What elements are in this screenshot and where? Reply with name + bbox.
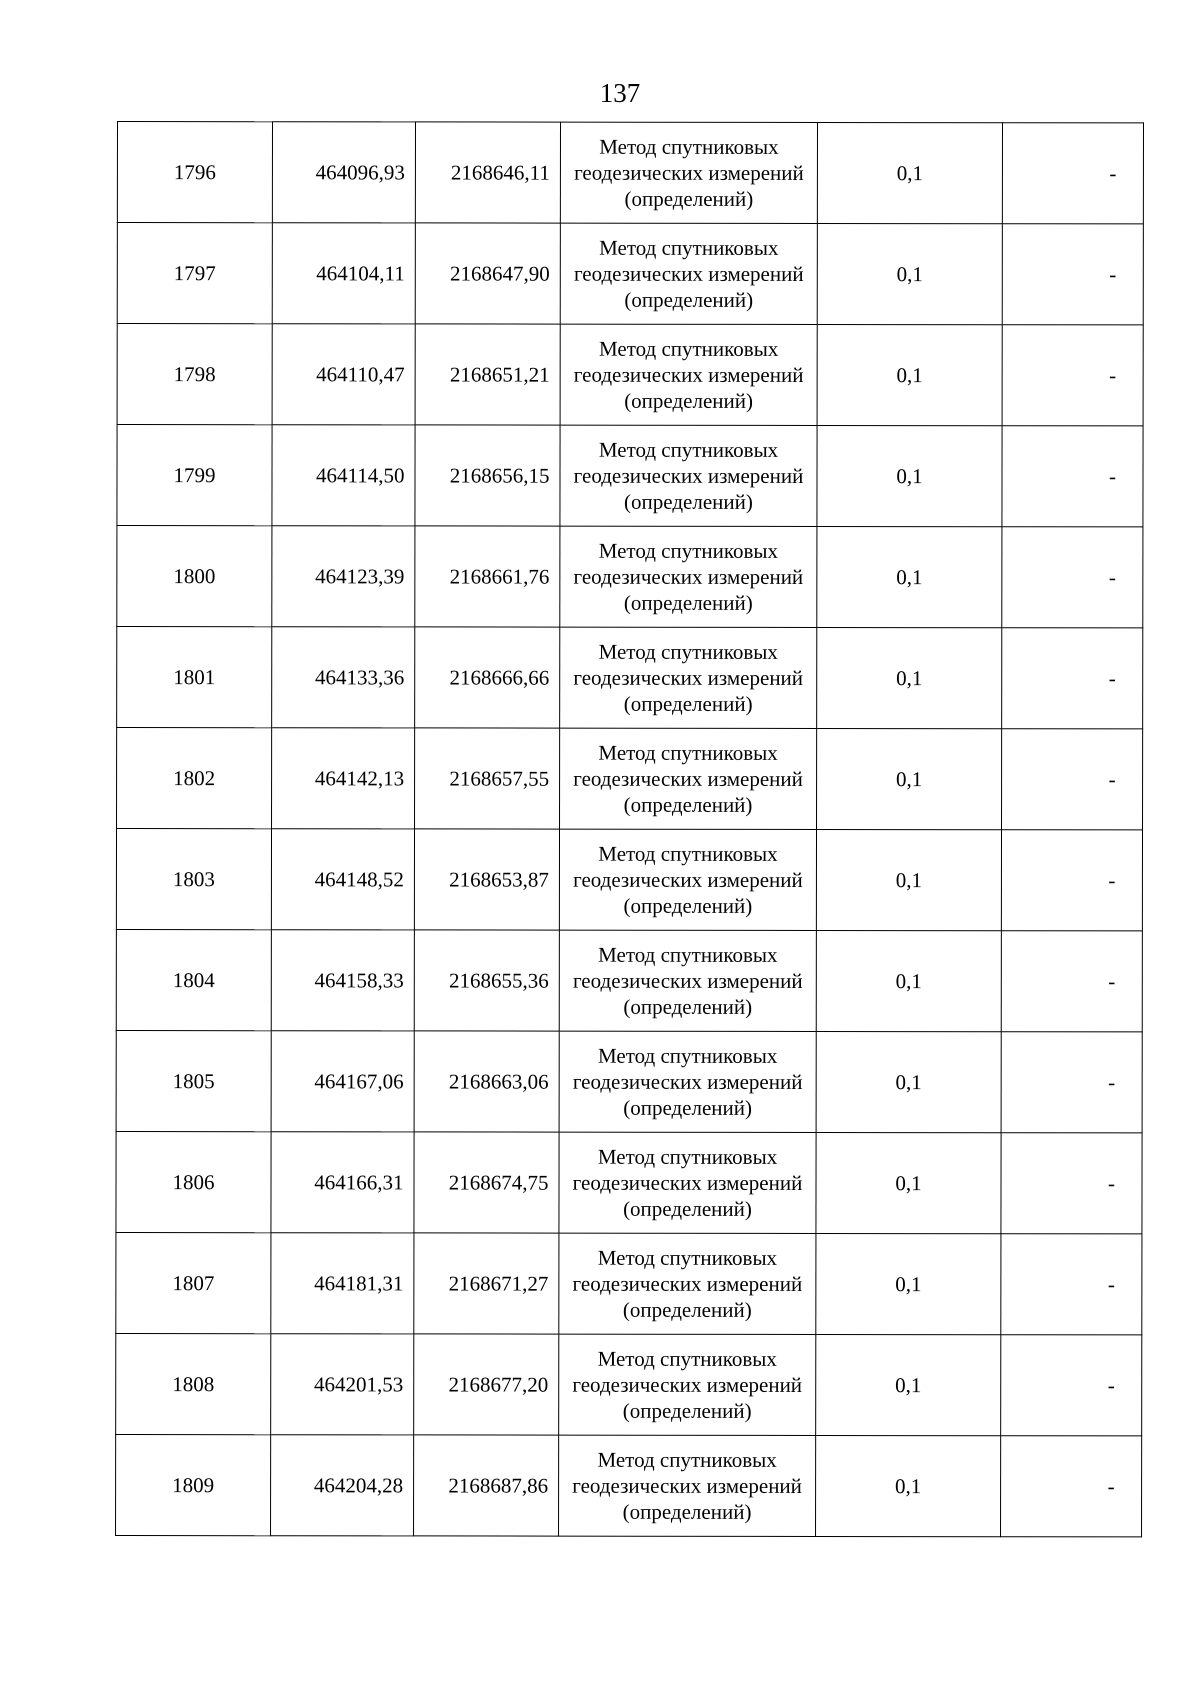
x-coordinate-cell: 464148,52 — [271, 829, 414, 930]
accuracy-cell: 0,1 — [817, 122, 1002, 223]
accuracy-cell: 0,1 — [817, 627, 1002, 728]
point-number-cell: 1804 — [116, 929, 271, 1030]
point-number-cell: 1807 — [116, 1232, 271, 1333]
method-line: Метод спутниковых — [597, 1245, 778, 1270]
method-cell — [560, 425, 817, 526]
y-coordinate-cell: 2168663,06 — [414, 1031, 559, 1132]
method-line: геодезических измерений — [573, 867, 803, 892]
method-cell — [560, 324, 817, 425]
table-row — [117, 627, 1143, 729]
note-cell: - — [1001, 1335, 1142, 1436]
method-line: Метод спутниковых — [598, 336, 779, 361]
accuracy-cell: 0,1 — [817, 223, 1002, 324]
method-cell — [560, 223, 817, 324]
note-cell: - — [1002, 224, 1143, 325]
method-line: геодезических измерений — [572, 1069, 803, 1094]
method-line: геодезических измерений — [572, 968, 803, 993]
method-line: (определений) — [623, 590, 753, 615]
table-row — [117, 526, 1143, 628]
method-line: Метод спутниковых — [597, 1144, 778, 1169]
method-cell — [559, 1132, 816, 1233]
table-row — [116, 1030, 1142, 1132]
y-coordinate-cell: 2168657,55 — [415, 728, 560, 829]
method-line: Метод спутниковых — [598, 639, 778, 664]
method-line: Метод спутниковых — [599, 235, 779, 260]
method-line: (определений) — [624, 186, 754, 211]
method-cell — [560, 627, 817, 728]
note-cell: - — [1002, 628, 1143, 729]
method-line: (определений) — [623, 792, 753, 817]
note-cell: - — [1001, 1234, 1142, 1335]
note-cell: - — [1001, 1032, 1142, 1133]
page-number: 137 — [599, 78, 641, 108]
method-line: геодезических измерений — [573, 766, 803, 791]
y-coordinate-cell: 2168674,75 — [414, 1132, 559, 1233]
y-coordinate-cell: 2168687,86 — [414, 1435, 559, 1536]
method-cell — [559, 1334, 816, 1435]
y-coordinate-cell: 2168655,36 — [414, 930, 559, 1031]
method-line: Метод спутниковых — [598, 1043, 778, 1068]
table-row — [117, 122, 1143, 224]
accuracy-cell: 0,1 — [817, 324, 1002, 425]
point-number-cell: 1797 — [117, 223, 272, 324]
method-line: (определений) — [623, 994, 753, 1019]
y-coordinate-cell: 2168656,15 — [415, 425, 560, 526]
method-line: геодезических измерений — [572, 1170, 803, 1195]
method-line: (определений) — [623, 1095, 753, 1120]
note-cell: - — [1002, 123, 1143, 224]
method-line: (определений) — [622, 1297, 752, 1322]
method-line: Метод спутниковых — [597, 1346, 777, 1371]
method-line: Метод спутниковых — [598, 437, 779, 462]
x-coordinate-cell: 464110,47 — [272, 324, 415, 425]
point-number-cell: 1796 — [117, 122, 272, 223]
method-line: Метод спутниковых — [597, 1447, 777, 1472]
method-line: Метод спутниковых — [598, 740, 778, 765]
accuracy-cell: 0,1 — [817, 425, 1002, 526]
x-coordinate-cell: 464204,28 — [271, 1435, 414, 1536]
point-number-cell: 1803 — [116, 829, 271, 930]
x-coordinate-cell: 464133,36 — [272, 627, 415, 728]
note-cell: - — [1001, 830, 1142, 931]
point-number-cell: 1806 — [116, 1131, 271, 1232]
point-number-cell: 1798 — [117, 324, 272, 425]
note-cell: - — [1002, 527, 1143, 628]
y-coordinate-cell: 2168666,66 — [415, 627, 560, 728]
method-line: Метод спутниковых — [598, 942, 778, 967]
y-coordinate-cell: 2168671,27 — [414, 1233, 559, 1334]
y-coordinate-cell: 2168646,11 — [415, 122, 560, 223]
y-coordinate-cell: 2168677,20 — [414, 1334, 559, 1435]
method-cell — [560, 122, 817, 223]
method-line: геодезических измерений — [573, 362, 804, 387]
method-line: (определений) — [624, 388, 754, 413]
method-line: (определений) — [624, 489, 753, 514]
point-number-cell: 1802 — [117, 728, 272, 829]
table-row — [117, 728, 1143, 830]
method-line: геодезических измерений — [573, 261, 804, 286]
x-coordinate-cell: 464104,11 — [272, 223, 415, 324]
method-line: (определений) — [622, 1499, 752, 1524]
x-coordinate-cell: 464166,31 — [271, 1132, 414, 1233]
note-cell: - — [1002, 325, 1143, 426]
method-line: (определений) — [623, 691, 753, 716]
point-number-cell: 1809 — [116, 1434, 271, 1535]
point-number-cell: 1805 — [116, 1030, 271, 1131]
method-cell — [559, 829, 816, 930]
method-line: (определений) — [622, 1398, 752, 1423]
note-cell: - — [1001, 1133, 1142, 1234]
method-line: геодезических измерений — [573, 463, 804, 488]
coordinates-table-wrapper — [115, 121, 1144, 1537]
accuracy-cell: 0,1 — [817, 728, 1002, 829]
method-cell — [560, 526, 817, 627]
y-coordinate-cell: 2168651,21 — [415, 324, 560, 425]
x-coordinate-cell: 464114,50 — [272, 425, 415, 526]
accuracy-cell: 0,1 — [816, 1334, 1001, 1435]
x-coordinate-cell: 464181,31 — [271, 1233, 414, 1334]
x-coordinate-cell: 464123,39 — [272, 526, 415, 627]
method-line: геодезических измерений — [572, 1473, 802, 1498]
note-cell: - — [1002, 729, 1143, 830]
accuracy-cell: 0,1 — [817, 526, 1002, 627]
method-line: Метод спутниковых — [599, 134, 779, 159]
point-number-cell: 1808 — [116, 1333, 271, 1434]
note-cell: - — [1001, 1436, 1142, 1537]
table-body — [116, 122, 1144, 1537]
note-cell: - — [1001, 931, 1142, 1032]
method-line: (определений) — [623, 1196, 752, 1221]
x-coordinate-cell: 464201,53 — [271, 1334, 414, 1435]
accuracy-cell: 0,1 — [816, 1132, 1001, 1233]
accuracy-cell: 0,1 — [816, 1031, 1001, 1132]
accuracy-cell: 0,1 — [816, 930, 1001, 1031]
note-cell: - — [1002, 426, 1143, 527]
method-cell — [560, 728, 817, 829]
method-line: Метод спутниковых — [598, 841, 778, 866]
table-row — [116, 929, 1142, 1031]
method-line: геодезических измерений — [573, 564, 804, 589]
table-row — [117, 223, 1143, 325]
y-coordinate-cell: 2168661,76 — [415, 526, 560, 627]
table-row — [116, 1232, 1142, 1334]
y-coordinate-cell: 2168653,87 — [414, 829, 559, 930]
point-number-cell: 1801 — [117, 627, 272, 728]
method-cell — [559, 930, 816, 1031]
method-line: геодезических измерений — [574, 160, 804, 185]
point-number-cell: 1799 — [117, 425, 272, 526]
method-line: геодезических измерений — [573, 665, 804, 690]
method-cell — [559, 1435, 816, 1536]
y-coordinate-cell: 2168647,90 — [415, 223, 560, 324]
accuracy-cell: 0,1 — [816, 829, 1001, 930]
table-row — [117, 425, 1143, 527]
table-row — [116, 1131, 1142, 1233]
point-number-cell: 1800 — [117, 526, 272, 627]
x-coordinate-cell: 464142,13 — [272, 728, 415, 829]
accuracy-cell: 0,1 — [816, 1435, 1001, 1536]
method-line: геодезических измерений — [572, 1271, 803, 1296]
table-row — [116, 829, 1142, 931]
x-coordinate-cell: 464167,06 — [271, 1031, 414, 1132]
method-line: геодезических измерений — [572, 1372, 803, 1397]
method-line: Метод спутниковых — [598, 538, 779, 563]
method-line: (определений) — [624, 287, 754, 312]
method-line: (определений) — [623, 893, 753, 918]
method-cell — [559, 1233, 816, 1334]
accuracy-cell: 0,1 — [816, 1233, 1001, 1334]
table-row — [116, 1434, 1142, 1536]
table-row — [117, 324, 1143, 426]
table-row — [116, 1333, 1142, 1435]
coordinates-table — [115, 121, 1144, 1537]
x-coordinate-cell: 464096,93 — [272, 122, 415, 223]
method-cell — [559, 1031, 816, 1132]
x-coordinate-cell: 464158,33 — [271, 930, 414, 1031]
